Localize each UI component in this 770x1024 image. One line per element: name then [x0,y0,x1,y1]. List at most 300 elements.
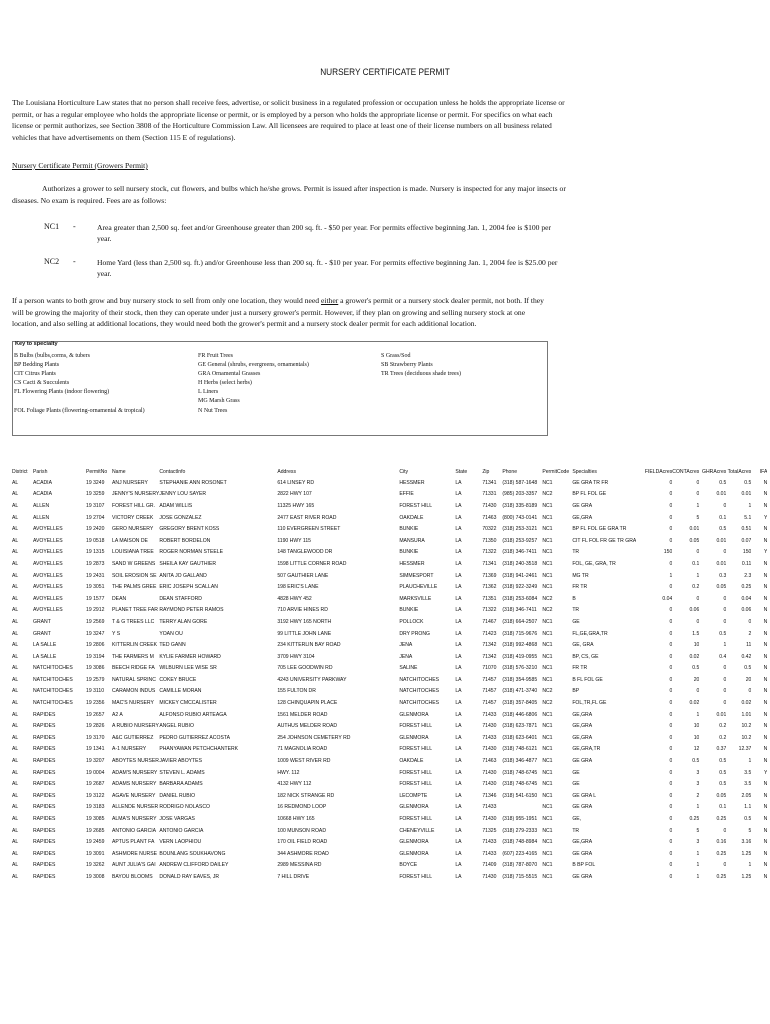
table-cell: 0.5 [744,665,752,672]
key-item: BP Bedding Plants [14,362,60,369]
table-cell: AL [12,676,19,683]
table-cell: LA [455,572,462,579]
table-cell: GE,GRA [572,734,593,741]
table-row [12,512,767,524]
table-cell: NC1 [542,537,553,544]
table-cell: GE GRA L [572,792,597,799]
table-cell: (318) 346-7411 [502,607,537,614]
table-cell: NATCHITOCHES [33,665,73,672]
table-cell: GE [572,618,580,625]
table-cell: GE GRA [572,804,593,811]
table-cell: AL [12,688,19,695]
table-cell: HESSMER [399,560,425,567]
table-cell: 19 2826 [86,723,105,730]
table-cell: 0 [669,584,673,591]
table-cell: GLENMORA [399,804,429,811]
table-cell: JENA [399,653,413,660]
table-cell: AL [12,700,19,707]
table-cell: LA [455,792,462,799]
table-cell: FR TR [572,584,588,591]
table-cell: AL [12,491,19,498]
table-cell: ASHMORE NURSE [112,850,158,857]
table-cell: 19 2431 [86,572,105,579]
table-cell: 0 [696,688,700,695]
table-cell: GRANT [33,630,51,637]
table-cell: 110 EVERGREEN STREET [277,526,341,533]
table-cell: LA [455,526,462,533]
table-cell: 0.25 [689,816,700,823]
table-cell: 1 [748,502,752,509]
table-cell: 0.02 [689,653,700,660]
table-cell: N [763,688,768,695]
table-cell: FOREST HILL [399,502,433,509]
table-cell: ADAM'S NURSERY [112,769,158,776]
table-cell: MICKEY CMCCALISTER [159,700,217,707]
table-cell: ABOYTES NURSER [112,758,159,765]
table-cell: AL [12,502,19,509]
table-cell: ADAMS NURSERY [112,781,157,788]
table-cell: 71346 [482,792,497,799]
table-cell: BOYCE [399,862,418,869]
table-cell: 71341 [482,560,497,567]
table-cell: LA [455,630,462,637]
table-cell: (318) 240-3518 [502,560,538,567]
table-cell: A RUBIO NURSERY [112,723,159,730]
table-cell: 0.06 [689,607,700,614]
table-cell: 0.1 [692,560,700,567]
table-cell: AL [12,873,19,880]
table-cell: 0.5 [744,816,752,823]
table-cell: AVOYELLES [33,584,63,591]
table-cell: 19 1341 [86,746,105,753]
table-cell: AL [12,572,19,579]
table-cell: NC1 [542,723,553,730]
table-cell: 10668 HWY 165 [277,816,315,823]
table-cell: AL [12,607,19,614]
table-cell: AL [12,839,19,846]
table-cell: NC1 [542,526,553,533]
table-cell: LA [455,560,462,567]
column-header: District [12,468,28,475]
table-cell: B FL FOL GE [572,676,603,683]
document-title: NURSERY CERTIFICATE PERMIT [320,67,450,77]
table-cell: CIT FL FOL FR GE TR GRA [572,537,637,544]
table-cell: GLENMORA [399,711,429,718]
table-cell: 100 MUNSON ROAD [277,827,326,834]
table-cell: NC2 [542,688,553,695]
table-row [12,558,767,570]
table-cell: 0 [669,827,673,834]
table-cell: N [763,479,768,486]
table-cell: N [763,723,768,730]
table-cell: 0.02 [689,700,700,707]
table-cell: 19 2687 [86,781,105,788]
column-header: IFA [759,468,768,475]
table-cell: 71463 [482,514,497,521]
table-cell: AL [12,526,19,533]
table-row [12,639,767,651]
table-row [12,778,767,790]
table-cell: 71457 [482,700,497,707]
table-cell: 2 [748,630,752,637]
table-row [12,720,767,732]
table-cell: 0.01 [716,537,727,544]
table-cell: 5 [748,827,752,834]
table-cell: 0.2 [692,584,700,591]
table-cell: 128 CHINQUAPIN PLACE [277,700,338,707]
table-cell: 19 3262 [86,862,105,869]
table-cell: TR [572,827,580,834]
table-cell: ACADIA [33,491,52,498]
table-cell: 198 ERIC'S LANE [277,584,319,591]
table-cell: BUNKIE [399,607,419,614]
table-cell: FOREST HILL [399,723,433,730]
table-cell: AVOYELLES [33,549,63,556]
table-cell: 1 [696,804,700,811]
table-cell: 71331 [482,491,497,498]
table-cell: 1190 HWY 115 [277,537,312,544]
table-cell: 0.25 [716,873,727,880]
table-cell: LA [455,746,462,753]
table-cell: FR TR [572,665,588,672]
table-cell: LA SALLE [33,642,57,649]
table-cell: NC1 [542,734,553,741]
table-row [12,813,767,825]
table-cell: 0.1 [719,804,727,811]
table-cell: 0 [723,827,727,834]
table-cell: 10.2 [741,734,752,741]
table-cell: N [763,758,768,765]
table-row [12,825,767,837]
table-cell: NC1 [542,827,553,834]
table-cell: LECOMPTE [399,792,428,799]
key-item: FR Fruit Trees [198,353,234,359]
table-cell: GREGORY BRENT KOSS [159,526,220,533]
table-cell: 19 3259 [86,491,105,498]
table-cell: 2989 MESSINA RD [277,862,322,869]
key-item: GE General (shrubs, evergreens, ornamentals) [198,362,309,369]
table-cell: 71457 [482,676,497,683]
table-cell: RAPIDES [33,850,56,857]
table-row [12,871,767,883]
table-row [12,697,767,709]
table-cell: N [763,665,768,672]
table-cell: 0.5 [719,781,727,788]
table-cell: 71369 [482,572,497,579]
table-cell: NC1 [542,781,553,788]
table-cell: LA [455,642,462,649]
table-cell: AVOYELLES [33,537,63,544]
table-cell: N [763,804,768,811]
table-body [12,477,767,883]
table-cell: (318) 471-3740 [502,688,538,695]
table-cell: GE,GRA [572,711,593,718]
table-row [12,489,767,501]
table-cell: NATCHITOCHES [399,688,440,695]
table-cell: AL [12,595,19,602]
table-cell: 0.05 [689,537,700,544]
table-cell: N [763,700,768,707]
table-cell: AL [12,642,19,649]
table-cell: 3192 HWY 165 NORTH [277,618,332,625]
table-header-row [12,466,767,477]
table-cell: N [763,676,768,683]
table-cell: SOIL EROSION SE [112,572,157,579]
table-cell: ALLENDE NURSER [112,804,159,811]
table-cell: NATCHITOCHES [33,688,73,695]
table-cell: 71351 [482,595,497,602]
table-row [12,767,767,779]
table-cell: 170 OIL FIELD ROAD [277,839,328,846]
table-cell: 1009 WEST RIVER RD [277,758,331,765]
table-cell: NC1 [542,502,553,509]
table-cell: DANIEL RUBIO [159,792,196,799]
table-cell: B [572,595,576,602]
table-cell: GE [572,769,580,776]
table-cell: N [763,618,768,625]
table-cell: POLLOCK [399,618,424,625]
specialty-key-box [12,341,548,436]
table-cell: (318) 346-7411 [502,549,537,556]
table-cell: 0.2 [719,723,727,730]
table-cell: JENNY'S NURSERY [112,491,160,498]
table-cell: NC1 [542,630,553,637]
permit-text-nc2: Home Yard (less than 2,500 sq. ft.) and/or Greenhouse less than 200 sq. ft. - $10 per year. For permits effective beginning Jan. 1, 2004 fee is $25.00 per year. [97,258,558,278]
table-cell: LA [455,723,462,730]
table-cell: RAPIDES [33,873,56,880]
table-cell: AVOYELLES [33,560,63,567]
table-cell: 0.11 [741,560,752,567]
table-cell: 0.5 [692,758,700,765]
table-cell: 1 [696,572,700,579]
table-cell: 0 [723,676,727,683]
table-cell: 0.5 [719,526,727,533]
table-cell: LA [455,850,462,857]
table-cell: 19 3107 [86,502,105,509]
table-cell: THE PALMS GREE [112,584,157,591]
table-cell: YOAN OU [159,630,183,637]
table-cell: 19 3249 [86,479,105,486]
table-cell: HWY. 112 [277,769,300,776]
table-cell: 19 3207 [86,758,105,765]
table-cell: (318) 446-6806 [502,711,538,718]
table-cell: 5.1 [744,514,752,521]
table-cell: 3 [696,839,700,846]
table-cell: 1 [696,862,700,869]
table-cell: 0 [696,491,700,498]
table-cell: KITTERLIN CREEK [112,642,158,649]
table-cell: 71362 [482,584,497,591]
table-cell: 705 LEE GOODWIN RD [277,665,333,672]
table-cell: N [763,816,768,823]
table-cell: AL [12,746,19,753]
table-cell: (318) 541-6150 [502,792,538,799]
table-cell: NATCHITOCHES [33,676,73,683]
table-row [12,581,767,593]
table-cell: LA SALLE [33,653,57,660]
table-cell: 0 [669,746,673,753]
table-cell: ACADIA [33,479,52,486]
table-cell: JOSE VARGAS [159,816,195,823]
table-cell: AGAVE NURSERY [112,792,156,799]
table-row [12,686,767,698]
table-cell: GE GRA [572,850,593,857]
key-item: S Grass/Sod [381,353,411,359]
table-cell: 71430 [482,502,497,509]
table-cell: (318) 748-6745 [502,781,538,788]
table-cell: RAPIDES [33,746,56,753]
table-cell: 71325 [482,827,497,834]
table-cell: 0.5 [719,479,727,486]
table-cell: 19 1577 [86,595,105,602]
table-cell: 0.3 [719,572,727,579]
table-cell: VERN LAOPHIOU [159,839,202,846]
table-cell: 19 3122 [86,792,105,799]
table-cell: LA [455,688,462,695]
table-cell: 71070 [482,665,497,672]
table-cell: (318) 354-9585 [502,676,538,683]
table-cell: 2 [696,792,700,799]
table-cell: NC1 [542,479,553,486]
table-cell: LA [455,549,462,556]
table-cell: 0 [669,630,673,637]
table-cell: 19 3085 [86,816,105,823]
table-cell: LA [455,769,462,776]
table-cell: 71457 [482,688,497,695]
table-cell: NC1 [542,560,553,567]
table-cell: 0 [723,618,727,625]
table-cell: BUNKIE [399,549,419,556]
table-cell: FOL,TR,FL GE [572,700,607,707]
table-cell: 19 3194 [86,653,105,660]
table-cell: (318) 357-8405 [502,700,538,707]
table-cell: (318) 576-3210 [502,665,538,672]
table-cell: 0 [669,873,673,880]
table-cell: RAPIDES [33,781,56,788]
table-cell: NC1 [542,514,553,521]
table-cell: 71409 [482,862,497,869]
table-cell: 71463 [482,758,497,765]
table-cell: 3 [696,781,700,788]
table-cell: LA [455,827,462,834]
table-cell: FOREST HILL [399,816,433,823]
table-row [12,547,767,559]
table-cell: NC1 [542,804,553,811]
table-cell: 0.01 [716,711,727,718]
table-cell: N [763,560,768,567]
table-cell: 0 [669,676,673,683]
table-cell: 0 [669,642,673,649]
table-cell: ANTONIO GARCIA [112,827,157,834]
table-cell: 0 [696,479,700,486]
table-cell: 99 LITTLE JOHN LANE [277,630,332,637]
table-cell: AL [12,618,19,625]
table-cell: LA [455,839,462,846]
table-cell: 10 [693,734,700,741]
table-cell: 2.3 [744,572,752,579]
table-cell: N [763,711,768,718]
table-cell: NATURAL SPRINC [112,676,156,683]
table-cell: 3709 HWY 3104 [277,653,315,660]
table-cell: (318) 664-2507 [502,618,538,625]
table-row [12,477,767,489]
table-cell: 19 2685 [86,827,105,834]
table-row [12,605,767,617]
table-cell: A-1 NURSERY [112,746,147,753]
table-cell: AL [12,560,19,567]
table-cell: 0 [696,595,700,602]
table-cell: 507 GAUTHIER LANE [277,572,329,579]
table-row [12,674,767,686]
table-cell: 0.37 [716,746,727,753]
table-cell: N [763,607,768,614]
table-cell: RAYMOND PETER RAMOS [159,607,224,614]
table-cell: LA [455,491,462,498]
table-cell: LA [455,653,462,660]
table-cell: 0.25 [741,584,752,591]
table-cell: NC1 [542,676,553,683]
table-cell: (318) 335-8189 [502,502,538,509]
table-cell: (318) 748-6745 [502,769,538,776]
table-cell: LA [455,676,462,683]
table-cell: 4132 HWY 112 [277,781,312,788]
table-cell: ALMA'S NURSERY [112,816,157,823]
table-cell: NC2 [542,595,553,602]
key-item: L Liners [198,389,219,396]
table-cell: (318) 955-1951 [502,816,538,823]
table-cell: 0 [669,526,673,533]
specialty-key-col3 [381,352,461,379]
table-cell: 344 ASHMORE ROAD [277,850,329,857]
table-cell: 0 [723,862,727,869]
table-cell: N [763,850,768,857]
table-cell: RAPIDES [33,827,56,834]
table-cell: 0 [669,491,673,498]
both-pre-text: If a person wants to both grow and buy nursery stock to sell from only one location, they would need [12,296,321,305]
table-cell: 0 [669,769,673,776]
table-cell: NC1 [542,572,553,579]
table-cell: CHENEYVILLE [399,827,435,834]
table-cell: 0 [669,618,673,625]
column-header: State [455,468,468,475]
table-cell: 0.5 [719,630,727,637]
table-cell: 0 [669,688,673,695]
table-cell: 71467 [482,618,497,625]
table-cell: ROBERT BORDELON [159,537,211,544]
table-cell: 0 [669,711,673,718]
table-cell: 71423 [482,630,497,637]
table-cell: (318) 346-4877 [502,758,538,765]
table-cell: 0.02 [741,700,752,707]
column-header: PermitCode [542,468,570,475]
table-cell: 20 [693,676,700,683]
table-cell: ANDREW CLIFFORD DAILEY [159,862,229,869]
table-cell: RAPIDES [33,769,56,776]
table-cell: N [763,839,768,846]
table-cell: CAMILLE MORAN [159,688,202,695]
table-cell: RAPIDES [33,839,56,846]
table-cell: Y [763,549,768,556]
table-cell: 0 [669,607,673,614]
table-cell: NC1 [542,653,553,660]
table-cell: NC1 [542,665,553,672]
table-cell: 12 [693,746,700,753]
table-cell: (318) 253-6084 [502,595,538,602]
table-cell: 0.5 [719,769,727,776]
table-cell: LA MAISON DE [112,537,148,544]
permit-text-nc1: Area greater than 2,500 sq. feet and/or Greenhouse greater than 200 sq. ft. - $50 per year. For permits effective beginning Jan. 1, 2004 fee is $100 per year. [97,223,552,243]
table-cell: OAKDALE [399,758,424,765]
